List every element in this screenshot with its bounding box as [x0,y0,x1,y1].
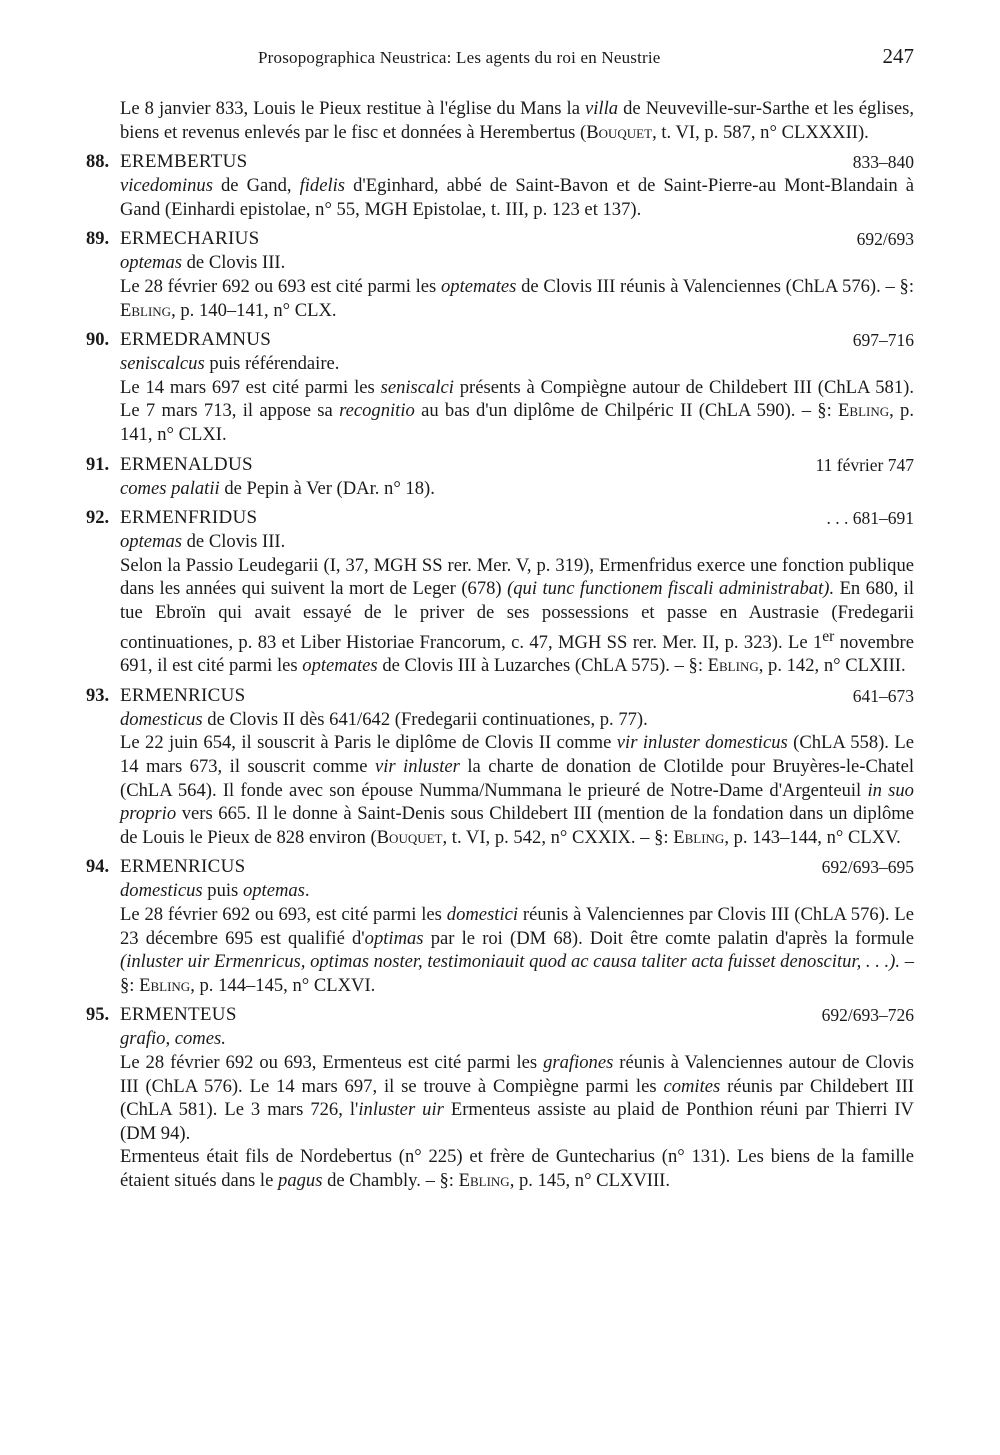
entry-date: 697–716 [852,330,914,351]
entry-number: 90. [86,330,110,351]
body-text [86,97,915,1193]
running-head [120,44,914,74]
entry-94 [86,855,914,997]
entry-number: 95. [86,1005,110,1026]
entry-date: 11 février 747 [815,454,914,475]
entry-number: 88. [86,152,110,173]
entry-date: 641–673 [852,685,914,706]
entry-role: optemas de Clovis III. [120,531,286,553]
entry-role: domesticus puis optemas. [120,880,310,902]
entry-name: ERMENRICUS [120,684,246,706]
entry-heading [86,684,914,708]
entry-heading [86,506,914,530]
entry-name: ERMECHARIUS [120,228,260,250]
entry-name: ERMENRICUS [120,856,246,878]
entry-name: ERMEDRAMNUS [120,329,272,351]
entry-heading [86,453,914,477]
entry-name: ERMENALDUS [120,453,253,475]
entry-93 [86,684,914,850]
entry-heading [86,328,914,352]
entry-88 [86,150,914,221]
entry-text: Le 14 mars 697 est cité parmi les seniscalci présents à Compiègne autour de Childebert III (ChLA 581). Le 7 mars 713, il appose sa recognitio au bas d'un diplôme de Chilpéric II (ChLA 590). – §: Ebling, p. 141, n° CLXI. [120,376,915,445]
entry-heading [86,227,914,251]
entry-92 [86,506,914,678]
entry-text: Selon la Passio Leudegarii (I, 37, MGH SS rer. Mer. V, p. 319), Ermenfridus exerce une fonction publique dans les années qui suivent la mort de Leger (678) (qui tunc functionem fiscali administrabat). En 680, il tue Ebroïn qui avait essayé de le priver de ses possessions et passe en Austrasie (Fredegarii continuationes, p. 83 et Liber Historiae Francorum, c. 47, MGH SS rer. Mer. II, p. 323). Le 1er novembre 691, il est cité parmi les optemates de Clovis III à Luzarches (ChLA 575). – §: Ebling, p. 142, n° CLXIII. [120,554,914,677]
running-title: Prosopographica Neustrica: Les agents du roi en Neustrie [258,48,661,67]
entry-date: 692/693 [856,229,914,250]
entry-95 [86,1003,915,1192]
entry-text: Le 28 février 692 ou 693, Ermenteus est cité parmi les grafiones réunis à Valenciennes autour de Clovis III (ChLA 576). Le 14 mars 697, il se trouve à Compiègne parmi les comites réunis par Childebert III (ChLA 581). Le 3 mars 726, l'inluster uir Ermenteus assiste au plaid de Ponthion réuni par Thierri IV (DM 94). [120,1052,915,1144]
entry-number: 93. [86,685,110,706]
entry-date: 692/693–726 [821,1005,914,1026]
entry-role: grafio, comes. [120,1028,226,1050]
entry-text-2: Ermenteus était fils de Nordebertus (n° 225) et frère de Guntecharius (n° 131). Les biens de la famille étaient situés dans le pagus de Chambly. – §: Ebling, p. 145, n° CLXVIII. [120,1146,914,1191]
entry-name: ERMENFRIDUS [120,507,258,529]
entry-number: 94. [86,857,110,878]
entry-89 [86,227,915,322]
entry-number: 91. [86,454,110,475]
entry-90 [86,328,915,446]
entry-91 [86,453,914,501]
entry-heading [86,855,914,879]
page-number: 247 [882,44,914,68]
entry-role: domesticus de Clovis II dès 641/642 (Fredegarii continuationes, p. 77). [120,708,648,730]
entry-date: . . . 681–691 [826,508,914,529]
entry-heading [86,1003,914,1027]
entry-role: seniscalcus puis référendaire. [120,353,340,375]
entry-heading [86,150,914,174]
entry-number: 92. [86,508,110,529]
entry-role: optemas de Clovis III. [120,252,286,274]
entry-text: Le 28 février 692 ou 693, est cité parmi les domestici réunis à Valenciennes par Clovis III (ChLA 576). Le 23 décembre 695 est qualifié d'optimas par le roi (DM 68). Doit être comte palatin d'après la formule (inluster uir Ermenricus, optimas noster, testimoniauit quod ac causa taliter acta fuisset denoscitur, . . .). – §: Ebling, p. 144–145, n° CLXVI. [120,904,914,996]
entry-name: EREMBERTUS [120,151,248,173]
entry-text: vicedominus de Gand, fidelis d'Eginhard, abbé de Saint-Bavon et de Saint-Pierre-au Mont-Blandain à Gand (Einhardi epistolae, n° 55, MGH Epistolae, t. III, p. 123 et 137). [120,175,914,220]
entry-role: comes palatii de Pepin à Ver (DAr. n° 18). [120,477,435,499]
entry-date: 692/693–695 [821,857,914,878]
entry-name: ERMENTEUS [120,1004,237,1026]
intro-paragraph: Le 8 janvier 833, Louis le Pieux restitue à l'église du Mans la villa de Neuveville-sur-Sarthe et les églises, biens et revenus enlevés par le fisc et données à Herembertus (Bouquet, t. VI, p. 587, n° CLXXXII). [120,98,915,143]
entry-number: 89. [86,229,110,250]
entry-text: Le 28 février 692 ou 693 est cité parmi les optemates de Clovis III réunis à Valenciennes (ChLA 576). – §: Ebling, p. 140–141, n° CLX. [120,275,915,321]
entry-date: 833–840 [852,152,914,173]
entry-text: Le 22 juin 654, il souscrit à Paris le diplôme de Clovis II comme vir inluster domesticus (ChLA 558). Le 14 mars 673, il souscrit comme vir inluster la charte de donation de Clotilde pour Bruyères-le-Chatel (ChLA 564). Il fonde avec son épouse Numma/Nummana le prieuré de Notre-Dame d'Argenteuil in suo proprio vers 665. Il le donne à Saint-Denis sous Childebert III (mention de la fondation dans un diplôme de Louis le Pieux de 828 environ (Bouquet, t. VI, p. 542, n° CXXIX. – §: Ebling, p. 143–144, n° CLXV. [120,732,914,848]
